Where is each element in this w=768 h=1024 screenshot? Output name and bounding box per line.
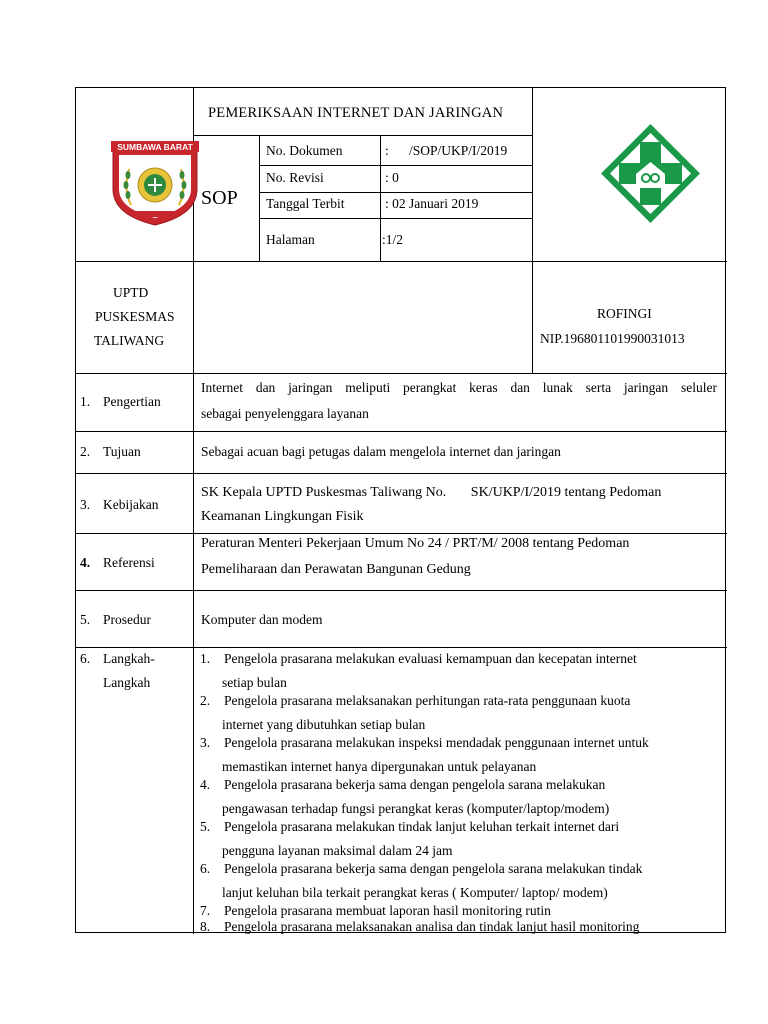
pengertian-line-2: sebagai penyelenggara layanan — [201, 406, 369, 421]
prosedur-line-1: Komputer dan modem — [201, 612, 323, 627]
referensi-line-2: Pemeliharaan dan Perawatan Bangunan Gedung — [201, 562, 471, 577]
meta-value-tanggal-terbit: : 02 Januari 2019 — [385, 196, 479, 211]
referensi-line-1: Peraturan Menteri Pekerjaan Umum No 24 / PRT/M/ 2008 tentang Pedoman — [201, 536, 630, 551]
meta-label-halaman: Halaman — [266, 232, 315, 247]
step-number: 7. — [200, 903, 211, 918]
step-number: 8. — [200, 919, 211, 934]
sop-label: SOP — [201, 187, 238, 209]
meta-label-tanggal-terbit: Tanggal Terbit — [266, 196, 345, 211]
row-number: 4. — [80, 555, 91, 570]
row-label-tujuan: Tujuan — [103, 444, 141, 459]
step-number: 5. — [200, 819, 211, 834]
step-number: 1. — [200, 651, 211, 666]
step-line-2: pengawasan terhadap fungsi perangkat keras (komputer/laptop/modem) — [222, 801, 610, 816]
row-label-langkah-line-1: Langkah- — [103, 651, 155, 666]
step-line-1: Pengelola prasarana melakukan inspeksi mendadak penggunaan internet untuk — [224, 735, 649, 750]
signer-nip: NIP.196801101990031013 — [540, 331, 685, 346]
meta-value-no-revisi: : 0 — [385, 170, 399, 185]
org-line-uptd: UPTD — [113, 285, 149, 300]
step-number: 3. — [200, 735, 211, 750]
step-line-1: Pengelola prasarana bekerja sama dengan pengelola sarana melakukan — [224, 777, 606, 792]
meta-label-no-dokumen: No. Dokumen — [266, 143, 343, 158]
step-line-1: Pengelola prasarana bekerja sama dengan pengelola sarana melakukan tindak — [224, 861, 643, 876]
row-label-prosedur: Prosedur — [103, 612, 151, 627]
meta-value-no-dokumen: : /SOP/UKP/I/2019 — [385, 143, 508, 158]
document-title: PEMERIKSAAN INTERNET DAN JARINGAN — [208, 105, 504, 121]
meta-label-no-revisi: No. Revisi — [266, 170, 324, 185]
step-line-2: lanjut keluhan bila terkait perangkat keras ( Komputer/ laptop/ modem) — [222, 885, 608, 900]
row-label-langkah-line-2: Langkah — [103, 675, 151, 690]
row-label-kebijakan: Kebijakan — [103, 497, 159, 512]
org-line-taliwang: TALIWANG — [94, 333, 165, 348]
meta-value-halaman: :1/2 — [382, 232, 404, 247]
kebijakan-line-1: SK Kepala UPTD Puskesmas Taliwang No. SK/UKP/I/2019 tentang Pedoman — [201, 485, 662, 500]
steps-list — [200, 88, 720, 934]
row-number: 6. — [80, 651, 91, 666]
row-number: 1. — [80, 394, 91, 409]
step-line-1: Pengelola prasarana melakukan evaluasi kemampuan dan kecepatan internet — [224, 651, 637, 666]
sop-document — [75, 87, 726, 933]
step-line-1: Pengelola prasarana melakukan tindak lanjut keluhan terkait internet dari — [224, 819, 620, 834]
tujuan-line-1: Sebagai acuan bagi petugas dalam mengelola internet dan jaringan — [201, 444, 561, 459]
step-number: 6. — [200, 861, 211, 876]
sumbawa-barat-emblem-icon — [109, 139, 201, 227]
row-label-pengertian: Pengertian — [103, 394, 161, 409]
step-line-2: pengguna layanan maksimal dalam 24 jam — [222, 843, 453, 858]
step-number: 2. — [200, 693, 211, 708]
step-line-1: Pengelola prasarana melaksanakan analisa dan tindak lanjut hasil monitoring — [224, 919, 640, 934]
step-line-2: internet yang dibutuhkan setiap bulan — [222, 717, 426, 732]
kebijakan-line-2: Keamanan Lingkungan Fisik — [201, 509, 364, 524]
row-label-referensi: Referensi — [103, 555, 155, 570]
step-line-2: setiap bulan — [222, 675, 287, 690]
step-number: 4. — [200, 777, 211, 792]
signer-name: ROFINGI — [597, 306, 652, 321]
step-line-2: memastikan internet hanya dipergunakan untuk pelayanan — [222, 759, 537, 774]
step-line-1: Pengelola prasarana melaksanakan perhitungan rata-rata penggunaan kuota — [224, 693, 631, 708]
row-number: 2. — [80, 444, 91, 459]
logo-lettering: SUMBAWA BARAT — [117, 142, 193, 152]
row-number: 5. — [80, 612, 91, 627]
row-number: 3. — [80, 497, 91, 512]
pengertian-line-1: Internet dan jaringan meliputi perangkat keras dan lunak serta jaringan seluler — [201, 380, 717, 395]
step-line-1: Pengelola prasarana membuat laporan hasil monitoring rutin — [224, 903, 551, 918]
org-line-puskesmas: PUSKESMAS — [95, 309, 175, 324]
